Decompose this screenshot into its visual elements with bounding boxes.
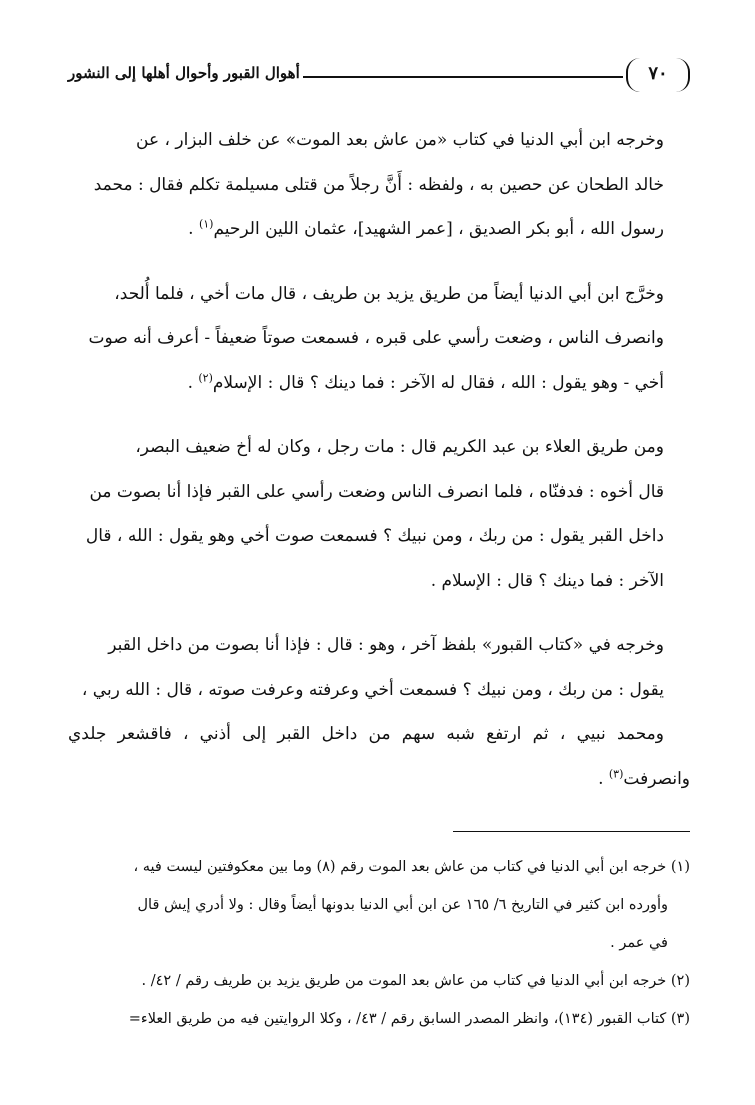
- header-rule: [303, 76, 623, 78]
- footnote-2: (٢) خرجه ابن أبي الدنيا في كتاب من عاش بعد الموت من طريق يزيد بن طريف رقم / ٤٢/ .: [141, 973, 690, 989]
- paragraph-4-line-3-text: ومحمد نبيي ، ثم ارتفع شبه سهم من داخل القبر إلى أذني ، فاقشعر جلدي وانصرفت: [68, 724, 690, 789]
- paragraph-2-line-3-end: .: [187, 372, 199, 393]
- paragraph-4-line-2: يقول : من ربك ، ومن نبيك ؟ فسمعت أخي وعرفته وعرفت صوته ، قال : الله ربي ،: [81, 679, 664, 700]
- body-text: [68, 118, 690, 821]
- paragraph-1: [68, 118, 690, 252]
- footnote-separator: [453, 831, 690, 832]
- paragraph-4: [68, 623, 690, 801]
- paragraph-2: [68, 272, 690, 406]
- paragraph-3-line-4: الآخر : فما دينك ؟ قال : الإسلام .: [430, 570, 664, 591]
- footnote-ref-1[interactable]: (١): [198, 217, 214, 231]
- footnote-3: (٣) كتاب القبور (١٣٤)، وانظر المصدر السابق رقم / ٤٣/ ، وكلا الروايتين فيه من طريق العلاء=: [128, 1011, 690, 1027]
- paragraph-2-line-2: وانصرف الناس ، وضعت رأسي على قبره ، فسمعت صوتاً ضعيفاً - أعرف أنه صوت: [88, 328, 664, 348]
- footnote-1-line-2: وأورده ابن كثير في التاريخ ٦/ ١٦٥ عن ابن أبي الدنيا بدونها أيضاً وقال : ولا أدري إيش قال: [137, 897, 668, 913]
- running-title: أهوال القبور وأحوال أهلها إلى النشور: [68, 64, 300, 82]
- paragraph-1-line-1: وخرجه ابن أبي الدنيا في كتاب «من عاش بعد الموت» عن خلف البزار ، عن: [136, 130, 664, 150]
- paragraph-3-line-2: قال أخوه : فدفنّاه ، فلما انصرف الناس وضعت رأسي على القبر فإذا أنا بصوت من: [89, 481, 664, 502]
- running-header: [68, 58, 690, 102]
- footnotes: [68, 848, 690, 1038]
- paragraph-2-line-1: وخرَّج ابن أبي الدنيا أيضاً من طريق يزيد بن طريف ، قال مات أخي ، فلما أُلحد،: [114, 283, 664, 304]
- paragraph-1-line-3-text: رسول الله ، أبو بكر الصديق ، [عمر الشهيد]، عثمان اللين الرحيم: [213, 219, 664, 239]
- paragraph-3: [68, 425, 690, 603]
- paragraph-1-line-3-end: .: [188, 219, 199, 239]
- footnote-ref-2[interactable]: (٢): [198, 370, 213, 384]
- footnote-1-line-3: في عمر .: [610, 935, 668, 951]
- paragraph-3-line-3: داخل القبر يقول : من ربك ، ومن نبيك ؟ فسمعت صوت أخي وهو يقول : الله ، قال: [85, 526, 664, 546]
- paragraph-4-line-3: [68, 712, 690, 801]
- paragraph-2-line-3: [68, 361, 690, 406]
- paragraph-1-line-3: [68, 207, 690, 252]
- paragraph-3-line-1: ومن طريق العلاء بن عبد الكريم قال : مات رجل ، وكان له أخ ضعيف البصر،: [135, 437, 664, 457]
- footnote-1-line-1: (١) خرجه ابن أبي الدنيا في كتاب من عاش بعد الموت رقم (٨) وما بين معكوفتين ليست فيه ،: [133, 859, 690, 875]
- paragraph-1-line-2: خالد الطحان عن حصين به ، ولفظه : أَنَّ رجلاً من قتلى مسيلمة تكلم فقال : محمد: [93, 174, 664, 195]
- paragraph-2-line-3-text: أخي - وهو يقول : الله ، فقال له الآخر : فما دينك ؟ قال : الإسلام: [212, 372, 664, 393]
- paragraph-4-line-3-end: .: [598, 768, 609, 789]
- paragraph-4-line-1: وخرجه في «كتاب القبور» بلفظ آخر ، وهو : قال : فإذا أنا بصوت من داخل القبر: [108, 635, 664, 655]
- page-number: ٧٠: [626, 58, 690, 92]
- footnote-ref-3[interactable]: (٣): [608, 766, 624, 780]
